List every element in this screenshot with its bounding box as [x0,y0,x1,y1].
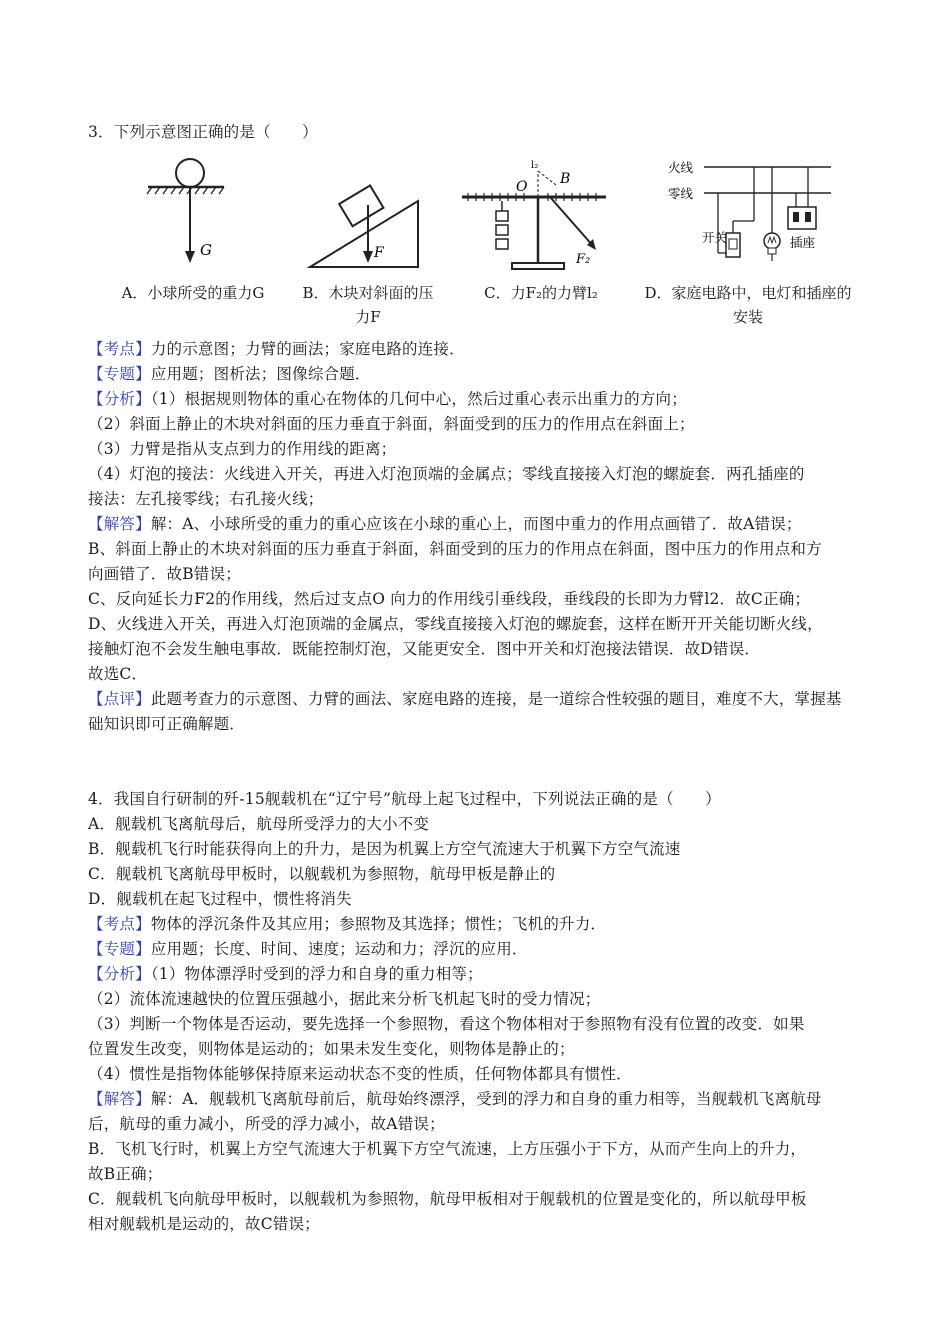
tag-fenxi: 【分析】 [88,390,151,408]
q3-dianping-line: 础知识即可正确解题． [88,715,246,733]
document-page [88,120,873,1237]
q4-option-a: A．舰载机飞离航母后，航母所受浮力的大小不变 [88,815,430,833]
q3-jieda-line: C、反向延长力F2的作用线，然后过支点O 向力的作用线引垂线段，垂线段的长即为力臂l2．故C正确； [88,590,811,608]
q4-option-b: B．舰载机飞行时能获得向上的升力，是因为机翼上方空气流速大于机翼下方空气流速 [88,840,681,858]
label-b: B [560,171,571,187]
q3-fenxi-line: 接法：左孔接零线；右孔接火线； [88,490,324,508]
q4-jieda-line: 相对舰载机是运动的，故C错误； [88,1215,320,1233]
q3-fenxi-line: （2）斜面上静止的木块对斜面的压力垂直于斜面，斜面受到的压力的作用点在斜面上； [88,415,695,433]
q3-jieda-line: 向画错了．故B错误； [88,565,241,583]
q4-zhuanti: 【专题】应用题；长度、时间、速度；运动和力；浮沉的应用． [88,940,528,958]
q3-option-a: A．小球所受的重力G [121,284,265,302]
q4-option-d: D．舰载机在起飞过程中，惯性将消失 [88,890,352,908]
q4-fenxi-line: （3）判断一个物体是否运动，要先选择一个参照物，看这个物体相对于参照物有没有位置的改变．如果 [88,1015,805,1033]
tag-zhuanti: 【专题】 [88,940,151,958]
q3-fenxi-line: （3）力臂是指从支点到力的作用线的距离； [88,440,397,458]
q3-figures [88,151,873,281]
q3-option-d: D．家庭电路中，电灯和插座的 安装 [644,284,852,326]
q3-jieda-line: 接触灯泡不会发生触电事故．既能控制灯泡，又能更安全．图中开关和灯泡接法错误．故D错误． [88,640,761,658]
figure-b-incline-force [306,151,426,276]
q4-jieda: 【解答】解：A．舰载机飞离航母前后，航母始终漂浮，受到的浮力和自身的重力相等，当舰载机飞离航母 [88,1090,822,1108]
label-f2: F₂ [576,252,591,267]
q4-jieda-line: B．飞机飞行时，机翼上方空气流速大于机翼下方空气流速，上方压强小于下方，从而产生向上的升力， [88,1140,807,1158]
q3-kaodian: 【考点】力的示意图；力臂的画法；家庭电路的连接． [88,340,465,358]
q4-jieda-line: 后，航母的重力减小，所受的浮力减小，故A错误； [88,1115,445,1133]
q3-fenxi: 【分析】（1）根据规则物体的重心在物体的几何中心，然后过重心表示出重力的方向； [88,390,687,408]
q4-fenxi-line: 位置发生改变，则物体是运动的；如果未发生变化，则物体是静止的； [88,1040,575,1058]
tag-kaodian: 【考点】 [88,340,151,358]
figure-a-ball-gravity [146,151,226,276]
label-switch: 开关 [702,230,728,245]
q3-dianping: 【点评】此题考查力的示意图、力臂的画法、家庭电路的连接，是一道综合性较强的题目，难度不大，掌握基 [88,690,842,708]
tag-zhuanti: 【专题】 [88,365,151,383]
tag-jieda: 【解答】 [88,1090,151,1108]
q3-fenxi-line: （4）灯泡的接法：火线进入开关，再进入灯泡顶端的金属点；零线直接接入灯泡的螺旋套．两孔插座的 [88,465,805,483]
tag-kaodian: 【考点】 [88,915,151,933]
q3-option-b: B．木块对斜面的压 力F [302,284,434,326]
label-socket: 插座 [790,235,816,250]
label-live-wire: 火线 [668,160,694,175]
label-f: F [374,245,384,261]
tag-fenxi: 【分析】 [88,965,151,983]
label-l2: l₂ [531,160,539,171]
q4-fenxi: 【分析】（1）物体漂浮时受到的浮力和自身的重力相等； [88,965,483,983]
q3-jieda-line: D、火线进入开关，再进入灯泡顶端的金属点，零线直接接入灯泡的螺旋套，这样在断开开关能切断火线， [88,615,823,633]
q3-stem: 3．下列示意图正确的是（ ） [88,123,318,141]
tag-jieda: 【解答】 [88,515,151,533]
q4-fenxi-line: （4）惯性是指物体能够保持原来运动状态不变的性质，任何物体都具有惯性． [88,1065,632,1083]
q3-option-c: C．力F₂的力臂l₂ [484,284,598,302]
q3-options [88,281,873,337]
label-neutral-wire: 零线 [668,186,694,201]
q3-zhuanti: 【专题】应用题；图析法；图像综合题． [88,365,371,383]
q3-jieda-line: B、斜面上静止的木块对斜面的压力垂直于斜面，斜面受到的压力的作用点在斜面，图中压力的作用点和方 [88,540,822,558]
label-g: G [200,241,212,259]
tag-dianping: 【点评】 [88,690,151,708]
q4-kaodian: 【考点】物体的浮沉条件及其应用；参照物及其选择；惯性；飞机的升力． [88,915,607,933]
q3-jieda-line: 故选C． [88,665,148,683]
q3-jieda: 【解答】解：A、小球所受的重力的重心应该在小球的重心上，而图中重力的作用点画错了．故A错误； [88,515,802,533]
q4-stem: 4．我国自行研制的歼-15舰载机在“辽宁号”航母上起飞过程中，下列说法正确的是（ ） [88,790,721,808]
q4-fenxi-line: （2）流体流速越快的位置压强越小，据此来分析飞机起飞时的受力情况； [88,990,601,1008]
label-o: O [516,179,528,195]
q4-jieda-line: C．舰载机飞向航母甲板时，以舰载机为参照物，航母甲板相对于舰载机的位置是变化的，所以航母甲板 [88,1190,807,1208]
q4-jieda-line: 故B正确； [88,1165,163,1183]
figure-c-lever-arm [460,151,610,276]
figure-d-home-circuit [668,151,833,276]
section-gap [88,737,873,787]
q4-option-c: C．舰载机飞离航母甲板时，以舰载机为参照物，航母甲板是静止的 [88,865,556,883]
